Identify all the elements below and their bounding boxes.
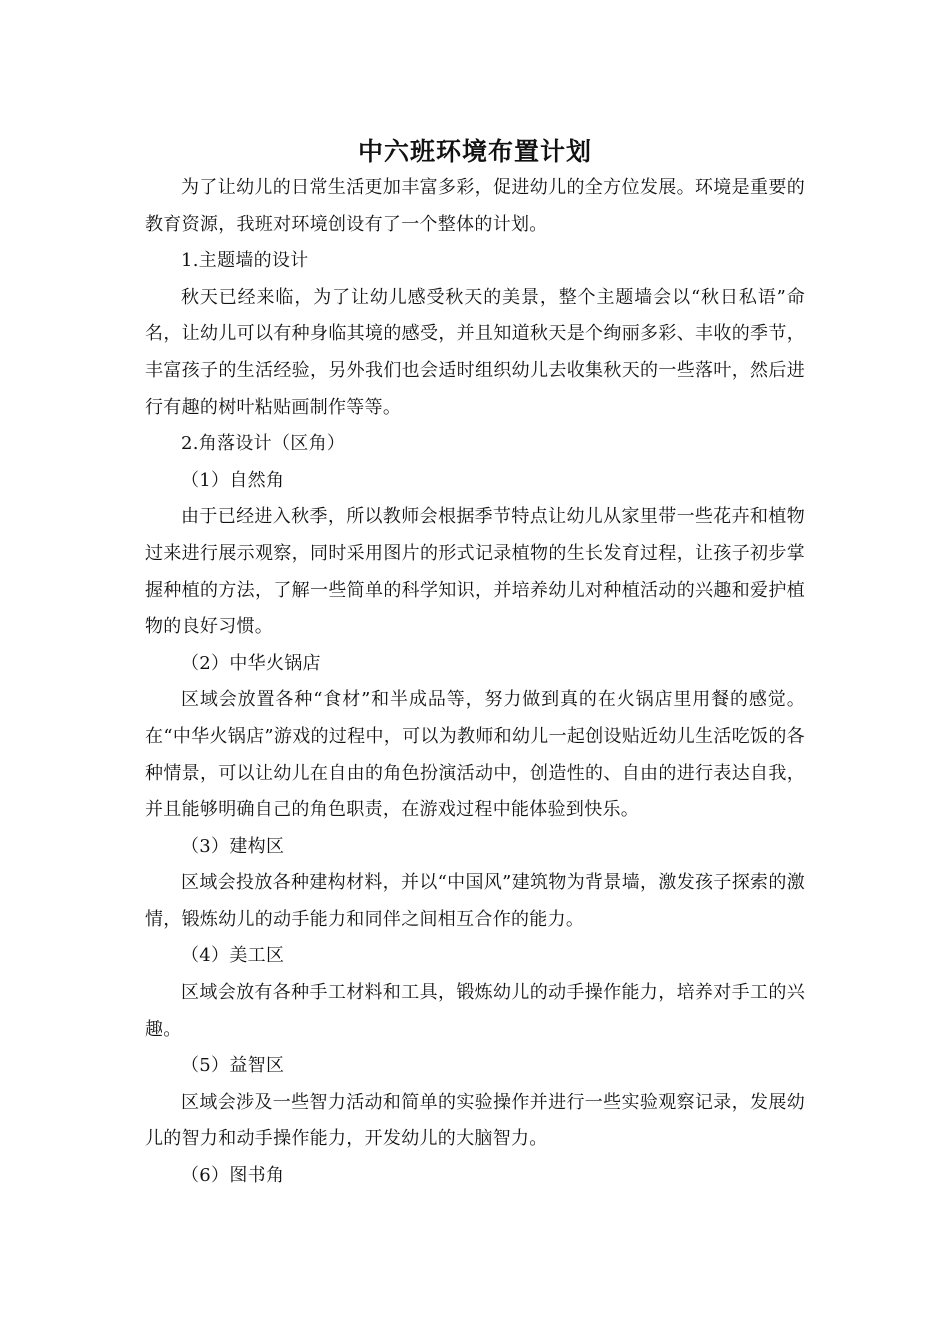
subsection-heading-puzzle-area: （5）益智区	[181, 1055, 285, 1077]
subsection-body-construction-area: 区域会投放各种建构材料，并以“中国风”建筑物为背景墙，激发孩子探索的激情，锻炼幼儿的动手能力和同伴之间相互合作的能力。	[145, 872, 805, 930]
subsection-body-nature-corner: 由于已经进入秋季，所以教师会根据季节特点让幼儿从家里带一些花卉和植物过来进行展示观察，同时采用图片的形式记录植物的生长发育过程，让孩子初步掌握种植的方法，了解一些简单的科学知识，并培养幼儿对种植活动的兴趣和爱护植物的良好习惯。	[145, 506, 805, 638]
section-body-theme-wall: 秋天已经来临，为了让幼儿感受秋天的美景，整个主题墙会以“秋日私语”命名，让幼儿可以有种身临其境的感受，并且知道秋天是个绚丽多彩、丰收的季节，丰富孩子的生活经验，另外我们也会适时组织幼儿去收集秋天的一些落叶，然后进行有趣的树叶粘贴画制作等等。	[145, 286, 805, 418]
subsection-heading-construction-area: （3）建构区	[181, 835, 285, 857]
subsection-heading-hotpot-shop: （2）中华火锅店	[181, 652, 321, 674]
subsection-body-art-area: 区域会放有各种手工材料和工具，锻炼幼儿的动手操作能力，培养对手工的兴趣。	[145, 982, 805, 1040]
section-heading-theme-wall: 1.主题墙的设计	[181, 250, 309, 272]
document-page	[145, 132, 805, 1195]
intro-paragraph: 为了让幼儿的日常生活更加丰富多彩，促进幼儿的全方位发展。环境是重要的教育资源，我班对环境创设有了一个整体的计划。	[145, 177, 805, 235]
subsection-body-hotpot-shop: 区域会放置各种“食材”和半成品等，努力做到真的在火锅店里用餐的感觉。在“中华火锅店”游戏的过程中，可以为教师和幼儿一起创设贴近幼儿生活吃饭的各种情景，可以让幼儿在自由的角色扮演活动中，创造性的、自由的进行表达自我，并且能够明确自己的角色职责，在游戏过程中能体验到快乐。	[145, 689, 805, 821]
section-heading-corners: 2.角落设计（区角）	[181, 433, 346, 455]
subsection-heading-book-corner: （6）图书角	[181, 1165, 285, 1187]
subsection-heading-nature-corner: （1）自然角	[181, 469, 285, 491]
subsection-body-puzzle-area: 区域会涉及一些智力活动和简单的实验操作并进行一些实验观察记录，发展幼儿的智力和动手操作能力，开发幼儿的大脑智力。	[145, 1091, 805, 1150]
document-title: 中六班环境布置计划	[357, 137, 592, 166]
subsection-heading-art-area: （4）美工区	[181, 945, 285, 967]
